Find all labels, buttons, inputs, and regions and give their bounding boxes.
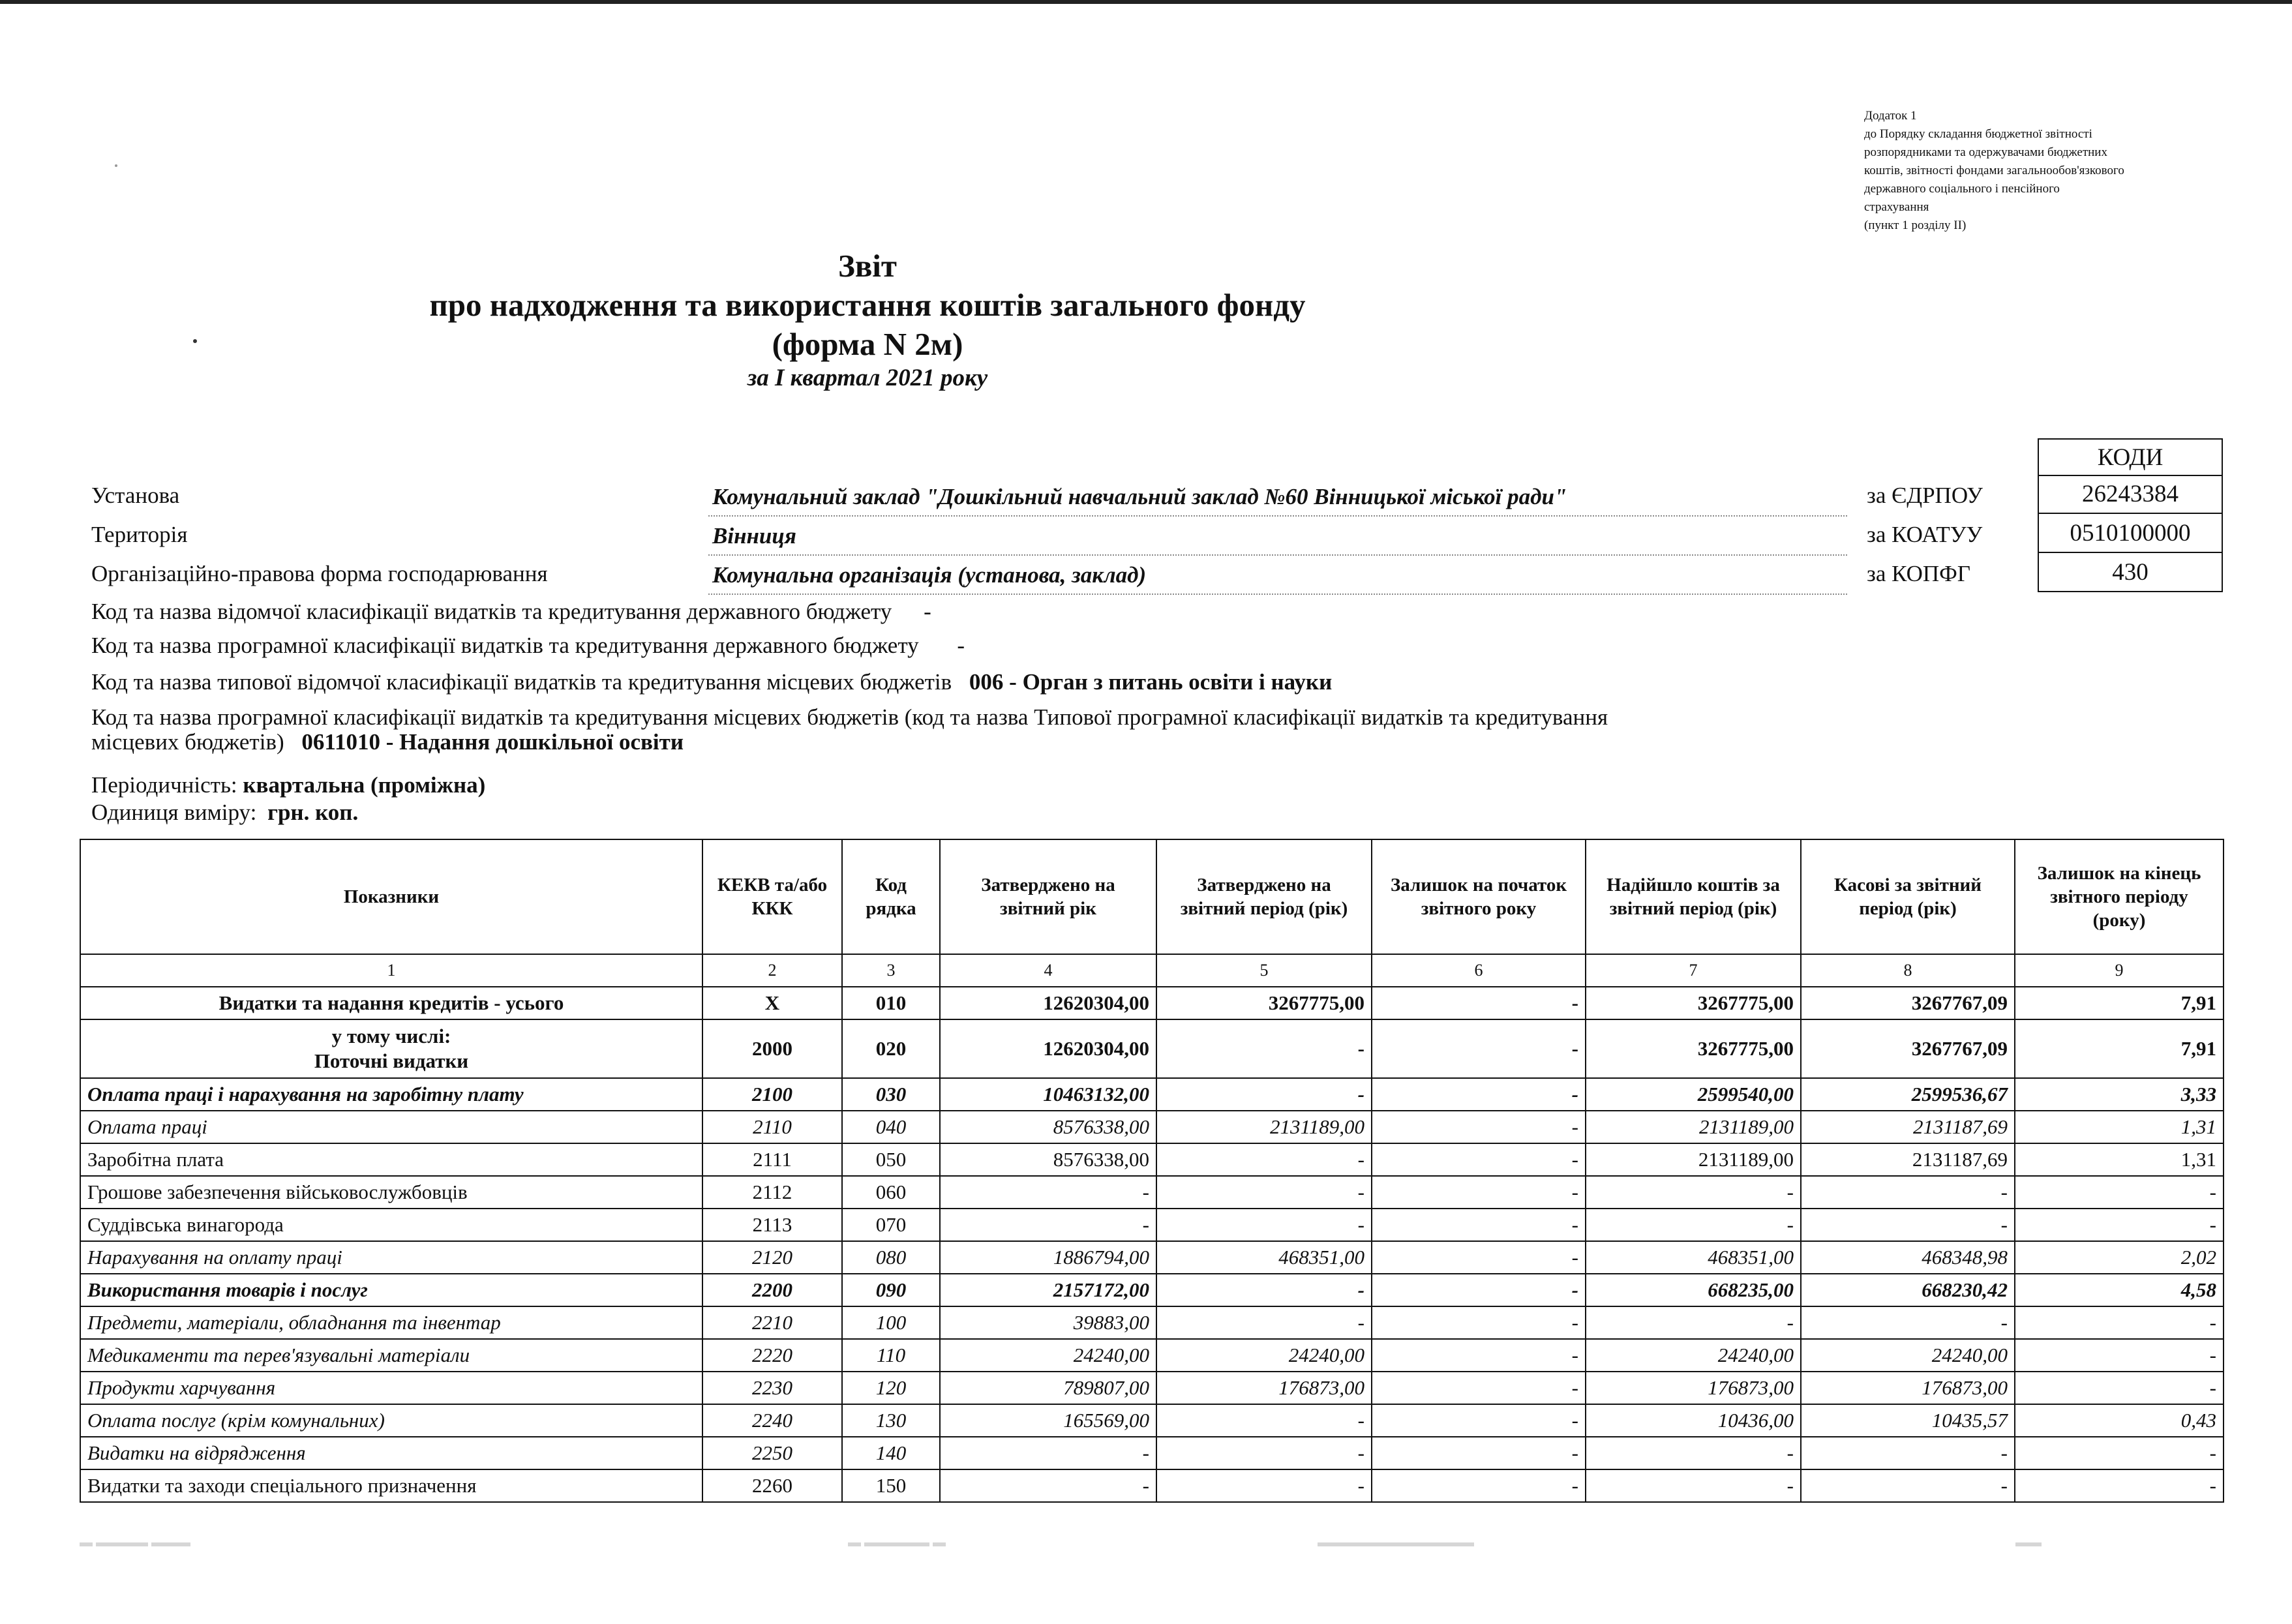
row-indicator-name (80, 1437, 702, 1469)
table-row (80, 1176, 2224, 1209)
title-line-2: про надходження та використання коштів загального фонду (429, 287, 1306, 323)
kopfg-label: за КОПФГ (1867, 561, 1971, 586)
local-classification-line-1: Код та назва програмної класифікації видатків та кредитування місцевих бюджетів (код та назва Типової програмної класифікації видатків та кредитування (91, 704, 1608, 730)
row-indicator-text: у тому числі: (331, 1025, 451, 1047)
row-cash: 3267767,09 (1801, 1019, 2015, 1078)
table-row (80, 1143, 2224, 1176)
row-indicator-text: Медикаменти та перев'язувальні матеріали (87, 1344, 470, 1366)
row-approved-period: - (1156, 1143, 1372, 1176)
row-cash: 2131187,69 (1801, 1111, 2015, 1143)
row-approved-year: - (940, 1469, 1156, 1502)
table-row (80, 1078, 2224, 1111)
row-cash: - (1801, 1437, 2015, 1469)
row-indicator-name (80, 1306, 702, 1339)
row-balance-end: 2,02 (2015, 1241, 2224, 1274)
scan-speck (193, 339, 197, 343)
row-received: 468351,00 (1586, 1241, 1801, 1274)
row-kekv: 2110 (702, 1111, 842, 1143)
row-approved-year: 2157172,00 (940, 1274, 1156, 1306)
row-balance-end: 7,91 (2015, 987, 2224, 1019)
row-received: 3267775,00 (1586, 1019, 1801, 1078)
row-indicator-name (80, 1078, 702, 1111)
row-kekv: 2240 (702, 1404, 842, 1437)
row-received: - (1586, 1437, 1801, 1469)
local-classification-line-2 (91, 729, 684, 755)
row-approved-period: - (1156, 1437, 1372, 1469)
table-row (80, 1339, 2224, 1372)
row-indicator-text: Оплата праці і нарахування на заробітну плату (87, 1083, 524, 1105)
row-cash: 2131187,69 (1801, 1143, 2015, 1176)
table-row (80, 1274, 2224, 1306)
column-number: 6 (1372, 954, 1586, 987)
row-received: 2131189,00 (1586, 1111, 1801, 1143)
row-code: 110 (842, 1339, 940, 1372)
table-row (80, 1209, 2224, 1241)
row-cash: - (1801, 1209, 2015, 1241)
row-indicator-text: Оплата послуг (крім комунальних) (87, 1409, 385, 1432)
row-balance-start: - (1372, 1176, 1586, 1209)
row-kekv: 2200 (702, 1274, 842, 1306)
row-balance-end: 1,31 (2015, 1111, 2224, 1143)
table-row (80, 1469, 2224, 1502)
koatuu-code: 0510100000 (2039, 513, 2222, 552)
dept-classification-value: - (924, 599, 931, 624)
row-approved-period: - (1156, 1274, 1372, 1306)
col-header-indicators: Показники (80, 839, 702, 954)
typical-classification-value: 006 - Орган з питань освіти і науки (969, 669, 1333, 695)
row-indicator-name (80, 1209, 702, 1241)
row-kekv: 2112 (702, 1176, 842, 1209)
dotted-underline (708, 515, 1847, 517)
table-row (80, 1372, 2224, 1404)
institution-label: Установа (91, 483, 180, 508)
row-code: 100 (842, 1306, 940, 1339)
appendix-line: страхування (1864, 200, 1929, 214)
row-code: 020 (842, 1019, 940, 1078)
row-balance-start: - (1372, 1437, 1586, 1469)
row-indicator-name (80, 1143, 702, 1176)
row-code: 010 (842, 987, 940, 1019)
appendix-line: (пункт 1 розділу II) (1864, 218, 1967, 232)
row-balance-end: - (2015, 1372, 2224, 1404)
table-row (80, 1019, 2224, 1078)
row-balance-start: - (1372, 1404, 1586, 1437)
row-approved-period: - (1156, 1176, 1372, 1209)
row-cash: 24240,00 (1801, 1339, 2015, 1372)
row-code: 140 (842, 1437, 940, 1469)
row-received: 176873,00 (1586, 1372, 1801, 1404)
row-balance-start: - (1372, 1339, 1586, 1372)
row-indicator-name (80, 987, 702, 1019)
row-code: 040 (842, 1111, 940, 1143)
row-approved-period: - (1156, 1404, 1372, 1437)
row-approved-period: - (1156, 1469, 1372, 1502)
row-balance-start: - (1372, 1078, 1586, 1111)
row-indicator-name (80, 1274, 702, 1306)
row-indicator-name (80, 1019, 702, 1078)
row-kekv: 2220 (702, 1339, 842, 1372)
faint-footer-mark: ▬ ▬▬▬▬▬ ▬ (848, 1535, 946, 1550)
table-row (80, 1306, 2224, 1339)
row-balance-start: - (1372, 987, 1586, 1019)
row-code: 120 (842, 1372, 940, 1404)
row-kekv: 2250 (702, 1437, 842, 1469)
row-kekv: 2111 (702, 1143, 842, 1176)
row-indicator-text: Предмети, матеріали, обладнання та інвентар (87, 1311, 501, 1334)
row-balance-start: - (1372, 1019, 1586, 1078)
row-code: 090 (842, 1274, 940, 1306)
row-received: 10436,00 (1586, 1404, 1801, 1437)
row-kekv: 2120 (702, 1241, 842, 1274)
row-approved-year: 789807,00 (940, 1372, 1156, 1404)
column-number: 3 (842, 954, 940, 987)
row-kekv: 2000 (702, 1019, 842, 1078)
row-received: - (1586, 1176, 1801, 1209)
row-balance-start: - (1372, 1306, 1586, 1339)
row-received: 24240,00 (1586, 1339, 1801, 1372)
row-balance-end: 4,58 (2015, 1274, 2224, 1306)
row-balance-end: - (2015, 1176, 2224, 1209)
row-approved-year: 12620304,00 (940, 987, 1156, 1019)
column-number: 8 (1801, 954, 2015, 987)
row-balance-end: 3,33 (2015, 1078, 2224, 1111)
edrpou-label: за ЄДРПОУ (1867, 483, 1983, 508)
row-approved-year: - (940, 1176, 1156, 1209)
koatuu-label: за КОАТУУ (1867, 522, 1983, 547)
row-received: - (1586, 1306, 1801, 1339)
appendix-line: державного соціального і пенсійного (1864, 182, 2060, 196)
row-approved-period: 24240,00 (1156, 1339, 1372, 1372)
unit-label: Одиниця виміру: (91, 800, 257, 825)
appendix-line: коштів, звітності фондами загальнообов'язкового (1864, 164, 2124, 177)
codes-header: КОДИ (2038, 438, 2223, 476)
prog-classification-value: - (957, 633, 965, 658)
typical-classification-line (91, 669, 1332, 695)
row-approved-period: 3267775,00 (1156, 987, 1372, 1019)
report-period: за I квартал 2021 року (747, 365, 988, 391)
col-header-kekv: КЕКВ та/або ККК (702, 839, 842, 954)
table-row (80, 1111, 2224, 1143)
row-cash: 3267767,09 (1801, 987, 2015, 1019)
row-cash: - (1801, 1469, 2015, 1502)
title-line-1: Звіт (837, 248, 897, 284)
row-approved-year: 165569,00 (940, 1404, 1156, 1437)
local-classification-label: місцевих бюджетів) (91, 729, 284, 755)
row-cash: 10435,57 (1801, 1404, 2015, 1437)
faint-footer-mark: ▬▬▬▬▬▬▬▬▬▬▬▬ (1318, 1535, 1474, 1550)
col-header-received: Надійшло коштів за звітний період (рік) (1586, 839, 1801, 954)
column-number: 4 (940, 954, 1156, 987)
row-approved-period: 176873,00 (1156, 1372, 1372, 1404)
row-balance-end: - (2015, 1209, 2224, 1241)
row-balance-end: - (2015, 1306, 2224, 1339)
row-balance-start: - (1372, 1209, 1586, 1241)
unit-value: грн. коп. (267, 800, 359, 825)
row-balance-start: - (1372, 1469, 1586, 1502)
row-approved-year: 8576338,00 (940, 1111, 1156, 1143)
dept-classification-label: Код та назва відомчої класифікації видатків та кредитування державного бюджету (91, 599, 892, 624)
dept-classification-line (91, 599, 931, 625)
row-approved-year: 8576338,00 (940, 1143, 1156, 1176)
row-indicator-name (80, 1372, 702, 1404)
prog-classification-label: Код та назва програмної класифікації видатків та кредитування державного бюджету (91, 633, 919, 658)
row-cash: 668230,42 (1801, 1274, 2015, 1306)
row-code: 130 (842, 1404, 940, 1437)
territory-label: Територія (91, 522, 188, 547)
row-cash: - (1801, 1176, 2015, 1209)
title-line-3: (форма N 2м) (772, 326, 963, 362)
org-form-value: Комунальна організація (установа, заклад) (712, 562, 1147, 588)
row-balance-end: 1,31 (2015, 1143, 2224, 1176)
unit-line (91, 800, 358, 826)
row-received: 2599540,00 (1586, 1078, 1801, 1111)
row-approved-year: - (940, 1437, 1156, 1469)
typical-classification-label: Код та назва типової відомчої класифікації видатків та кредитування місцевих бюджетів (91, 669, 952, 695)
row-indicator-text: Оплата праці (87, 1115, 207, 1138)
periodicity-line (91, 772, 485, 798)
row-received: - (1586, 1469, 1801, 1502)
row-approved-period: - (1156, 1078, 1372, 1111)
row-received: - (1586, 1209, 1801, 1241)
row-cash: 2599536,67 (1801, 1078, 2015, 1111)
row-balance-end: - (2015, 1339, 2224, 1372)
row-cash: - (1801, 1306, 2015, 1339)
row-indicator-name (80, 1176, 702, 1209)
territory-value: Вінниця (712, 523, 796, 549)
col-header-approved-year: Затверджено на звітний рік (940, 839, 1156, 954)
col-header-balance-end: Залишок на кінець звітного періоду (року) (2015, 839, 2224, 954)
appendix-line: Додаток 1 (1864, 109, 1917, 123)
row-approved-period: 468351,00 (1156, 1241, 1372, 1274)
row-indicator-text: Видатки та заходи спеціального призначення (87, 1474, 477, 1497)
row-received: 2131189,00 (1586, 1143, 1801, 1176)
col-header-balance-start: Залишок на початок звітного року (1372, 839, 1586, 954)
row-indicator-name (80, 1404, 702, 1437)
row-balance-start: - (1372, 1372, 1586, 1404)
row-code: 080 (842, 1241, 940, 1274)
table-row (80, 1404, 2224, 1437)
row-indicator-text: Грошове забезпечення військовослужбовців (87, 1180, 468, 1203)
row-balance-start: - (1372, 1241, 1586, 1274)
row-approved-year: 10463132,00 (940, 1078, 1156, 1111)
column-number: 1 (80, 954, 702, 987)
row-kekv: 2113 (702, 1209, 842, 1241)
col-header-cash: Касові за звітний період (рік) (1801, 839, 2015, 954)
row-approved-year: 24240,00 (940, 1339, 1156, 1372)
kopfg-code: 430 (2039, 552, 2222, 591)
periodicity-label: Періодичність: (91, 772, 237, 798)
col-header-row-code: Код рядка (842, 839, 940, 954)
appendix-note (1864, 107, 2229, 235)
row-indicator-text: Заробітна плата (87, 1148, 224, 1171)
row-code: 070 (842, 1209, 940, 1241)
faint-footer-mark: ▬▬ (2015, 1535, 2042, 1550)
row-balance-end: - (2015, 1437, 2224, 1469)
column-numbers-row (80, 954, 2224, 987)
column-number: 9 (2015, 954, 2224, 987)
row-indicator-name (80, 1339, 702, 1372)
institution-value: Комунальний заклад "Дошкільний навчальний заклад №60 Вінницької міської ради" (712, 484, 1567, 509)
table-header-row (80, 839, 2224, 954)
report-table (80, 839, 2224, 1503)
local-classification-value: 0611010 - Надання дошкільної освіти (301, 729, 684, 755)
row-approved-year: 12620304,00 (940, 1019, 1156, 1078)
top-scan-edge (0, 0, 2292, 4)
faint-footer-mark: ▬ ▬▬▬▬ ▬▬▬ (80, 1535, 190, 1550)
row-kekv: 2230 (702, 1372, 842, 1404)
dotted-underline (708, 594, 1847, 595)
row-kekv: 2100 (702, 1078, 842, 1111)
row-kekv: 2210 (702, 1306, 842, 1339)
row-approved-period: - (1156, 1019, 1372, 1078)
row-received: 668235,00 (1586, 1274, 1801, 1306)
row-kekv: X (702, 987, 842, 1019)
row-balance-end: 7,91 (2015, 1019, 2224, 1078)
appendix-line: розпорядниками та одержувачами бюджетних (1864, 145, 2107, 159)
row-kekv: 2260 (702, 1469, 842, 1502)
report-title (326, 247, 1409, 364)
row-balance-start: - (1372, 1143, 1586, 1176)
row-approved-year: 39883,00 (940, 1306, 1156, 1339)
row-balance-end: 0,43 (2015, 1404, 2224, 1437)
row-approved-period: - (1156, 1306, 1372, 1339)
table-row (80, 1241, 2224, 1274)
codes-column (2038, 475, 2223, 592)
org-form-label: Організаційно-правова форма господарювання (91, 561, 548, 586)
row-indicator-text: Видатки на відрядження (87, 1441, 306, 1464)
row-approved-year: - (940, 1209, 1156, 1241)
row-indicator-name (80, 1469, 702, 1502)
row-approved-period: 2131189,00 (1156, 1111, 1372, 1143)
row-balance-end: - (2015, 1469, 2224, 1502)
column-number: 7 (1586, 954, 1801, 987)
row-indicator-name (80, 1241, 702, 1274)
col-header-approved-period: Затверджено на звітний період (рік) (1156, 839, 1372, 954)
row-indicator-text: Суддівська винагорода (87, 1213, 284, 1236)
row-code: 050 (842, 1143, 940, 1176)
table-row (80, 1437, 2224, 1469)
periodicity-value: квартальна (проміжна) (243, 772, 486, 798)
row-cash: 468348,98 (1801, 1241, 2015, 1274)
row-indicator-text: Продукти харчування (87, 1376, 276, 1399)
scan-speck (115, 164, 117, 167)
table-body (80, 987, 2224, 1502)
appendix-line: до Порядку складання бюджетної звітності (1864, 127, 2092, 141)
row-balance-start: - (1372, 1111, 1586, 1143)
row-balance-start: - (1372, 1274, 1586, 1306)
row-code: 030 (842, 1078, 940, 1111)
edrpou-code: 26243384 (2082, 481, 2179, 507)
row-code: 060 (842, 1176, 940, 1209)
prog-classification-line (91, 633, 965, 659)
table-row (80, 987, 2224, 1019)
row-approved-year: 1886794,00 (940, 1241, 1156, 1274)
row-approved-period: - (1156, 1209, 1372, 1241)
column-number: 5 (1156, 954, 1372, 987)
row-cash: 176873,00 (1801, 1372, 2015, 1404)
row-code: 150 (842, 1469, 940, 1502)
row-indicator-name (80, 1111, 702, 1143)
row-indicator-text: Нарахування на оплату праці (87, 1246, 342, 1269)
row-received: 3267775,00 (1586, 987, 1801, 1019)
row-indicator-text: Видатки та надання кредитів - усього (219, 991, 564, 1014)
row-indicator-text: Поточні видатки (314, 1049, 469, 1072)
column-number: 2 (702, 954, 842, 987)
dotted-underline (708, 554, 1847, 556)
row-indicator-text: Використання товарів і послуг (87, 1278, 368, 1301)
